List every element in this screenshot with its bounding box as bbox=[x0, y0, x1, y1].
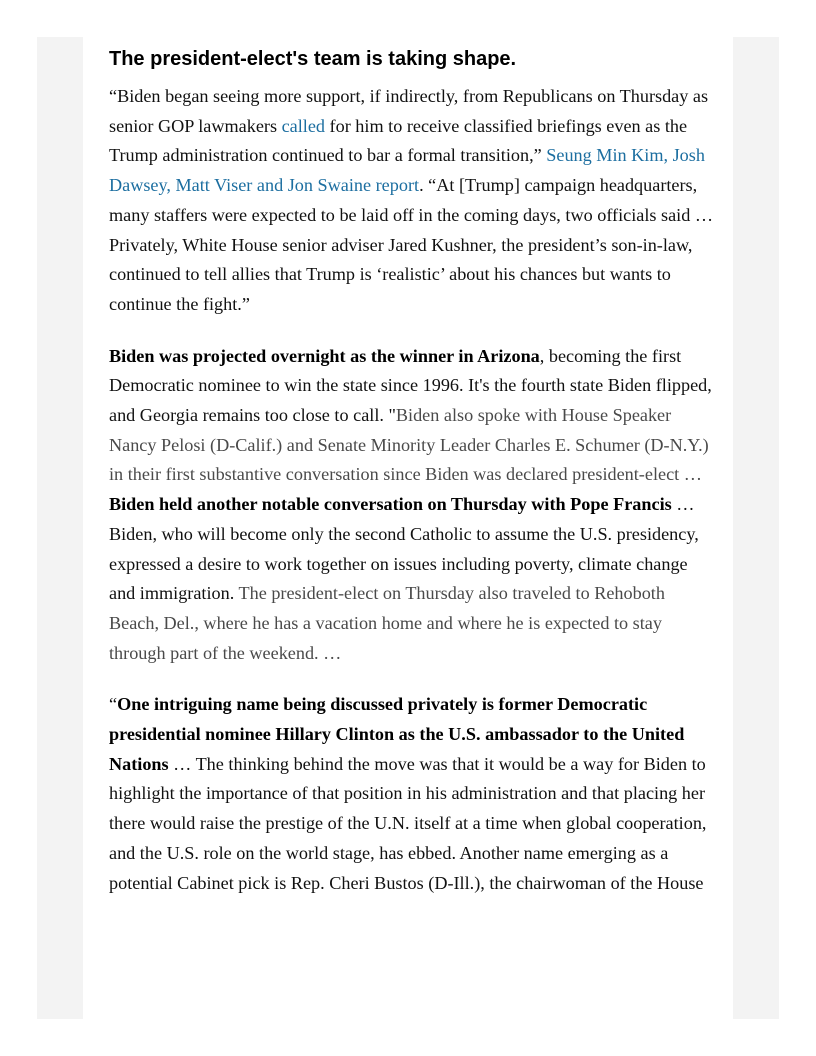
paragraph-3 bbox=[109, 690, 714, 898]
paragraph-1 bbox=[109, 82, 714, 320]
p2-bold-arizona: Biden was projected overnight as the winner in Arizona bbox=[109, 345, 540, 366]
section-headline: The president-elect's team is taking shape. bbox=[109, 48, 517, 70]
p2-quote-1: Biden also spoke with House Speaker Nancy Pelosi (D-Calif.) and Senate Minority Leader Charles E. Schumer (D-N.Y.) in their first substantive conversation since Biden was declared president-elect … bbox=[109, 405, 709, 485]
p3-open-quote: “ bbox=[109, 694, 118, 715]
right-margin-panel bbox=[733, 37, 779, 1019]
p2-bold-pope: Biden held another notable conversation on Thursday with Pope Francis bbox=[109, 494, 672, 515]
p1-text-2: for him to receive classified briefings even as the Trump administration continued to bar a formal transition,” bbox=[109, 115, 688, 166]
p2-text-2: … Biden, who will become only the second Catholic to assume the U.S. presidency, expressed a desire to work together on issues including poverty, climate change and immigration. bbox=[109, 494, 699, 604]
p3-text-1: … The thinking behind the move was that it would be a way for Biden to highlight the importance of that position in his administration and that placing her there would raise the prestige of the U.N. itself at a time when global cooperation, and the U.S. role on the world stage, has ebbed. Another name emerging as a potential Cabinet pick is Rep. Cheri Bustos (D-Ill.), the chairwoman of the House bbox=[109, 753, 707, 893]
p2-text-1: , becoming the first Democratic nominee to win the state since 1996. It's the fourth state Biden flipped, and Georgia remains too close to call. " bbox=[109, 345, 712, 426]
left-margin-panel bbox=[37, 37, 83, 1019]
called-link[interactable]: called bbox=[281, 115, 325, 136]
p1-text-1: “Biden began seeing more support, if indirectly, from Republicans on Thursday as senior GOP lawmakers bbox=[109, 86, 709, 136]
p1-text-3: . “At [Trump] campaign headquarters, many staffers were expected to be laid off in the coming days, two officials said … Privately, White House senior adviser Jared Kushner, the president’s son-in-law, continued to tell allies that Trump is ‘realistic’ about his chances but wants to continue the fight.” bbox=[109, 175, 714, 314]
paragraph-2 bbox=[109, 342, 714, 669]
report-link[interactable]: Seung Min Kim, Josh Dawsey, Matt Viser and Jon Swaine report bbox=[109, 145, 705, 196]
article-body bbox=[109, 45, 714, 920]
p3-bold-clinton: One intriguing name being discussed privately is former Democratic presidential nominee Hillary Clinton as the U.S. ambassador to the United Nations bbox=[109, 694, 685, 774]
p2-quote-2: The president-elect on Thursday also traveled to Rehoboth Beach, Del., where he has a vacation home and where he is expected to stay through part of the weekend. … bbox=[109, 583, 665, 663]
